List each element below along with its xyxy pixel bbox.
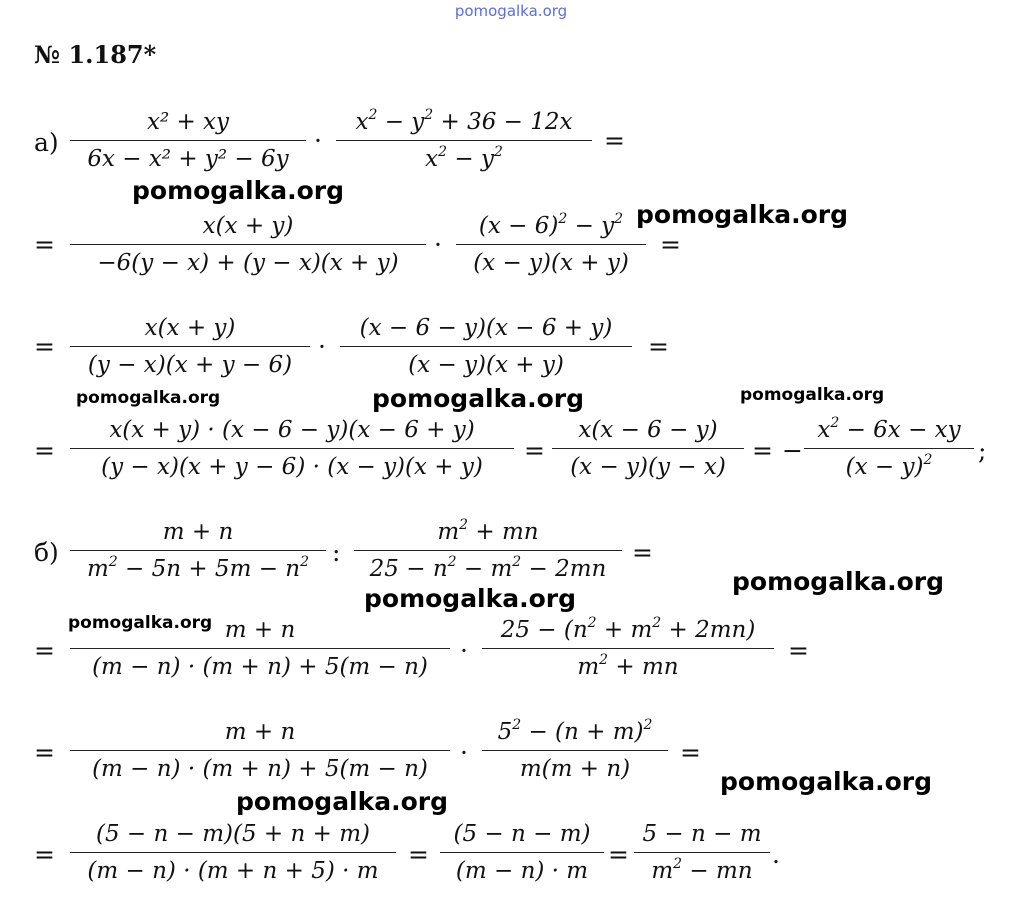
b-line4-fraction-2 — [440, 816, 604, 889]
multiply-sign: · — [460, 636, 468, 665]
denominator: (m − n) · (m + n + 5) · m — [87, 858, 379, 884]
equals-sign: = — [608, 840, 629, 869]
a-line4-fraction-1 — [70, 412, 514, 485]
denominator: $25 - n^2 - m^2 - 2mn$ — [369, 554, 607, 582]
b-line2-fraction-2 — [482, 612, 774, 685]
watermark: pomogalka.org — [720, 767, 933, 796]
equals-sign: = — [34, 636, 55, 665]
equals-sign: = — [752, 436, 773, 465]
watermark: pomogalka.org — [236, 787, 449, 816]
a-line2-fraction-1 — [70, 208, 426, 281]
denominator: m(m + n) — [519, 756, 631, 782]
semicolon: ; — [978, 436, 987, 465]
numerator: (5 − n − m) — [453, 821, 591, 847]
b-line3-fraction-1 — [70, 714, 450, 787]
period: . — [772, 840, 780, 869]
a-line1-fraction-2 — [336, 104, 592, 177]
numerator: x(x + y) — [202, 213, 294, 239]
watermark: pomogalka.org — [740, 385, 885, 405]
watermark: pomogalka.org — [76, 388, 221, 408]
a-line4-fraction-2 — [552, 412, 744, 485]
equals-sign: = — [34, 436, 55, 465]
equals-sign: = — [632, 538, 653, 567]
equals-sign: = — [648, 332, 669, 361]
denominator: 6x − x² + y² − 6y — [87, 146, 289, 172]
equals-sign: = — [34, 230, 55, 259]
watermark: pomogalka.org — [732, 567, 945, 596]
a-line3-fraction-1 — [70, 310, 310, 383]
site-header-link[interactable]: pomogalka.org — [454, 2, 568, 20]
numerator: $(x - 6)^2 - y^2$ — [478, 211, 624, 239]
b-line3-fraction-2 — [482, 714, 668, 787]
numerator: m + n — [224, 617, 296, 643]
b-line1-fraction-1 — [70, 514, 326, 587]
equals-sign: = — [34, 840, 55, 869]
divide-sign: : — [332, 538, 341, 567]
numerator: x(x − 6 − y) — [578, 417, 718, 443]
b-line1-fraction-2 — [354, 514, 622, 587]
part-a-label: а) — [34, 128, 59, 157]
numerator: $5^2 - (n + m)^2$ — [497, 717, 653, 745]
watermark: pomogalka.org — [132, 176, 345, 205]
denominator: (m − n) · m — [455, 858, 589, 884]
numerator: x(x + y) — [144, 315, 236, 341]
a-line3-fraction-2 — [340, 310, 632, 383]
numerator: m + n — [224, 719, 296, 745]
denominator: $(x - y)^2$ — [845, 452, 933, 480]
task-number: № 1.187* — [34, 40, 157, 69]
minus-sign: − — [782, 436, 803, 465]
denominator: $m^2 - 5n + 5m - n^2$ — [86, 554, 310, 582]
equals-sign: = — [34, 332, 55, 361]
denominator: (x − y)(x + y) — [473, 250, 629, 276]
numerator: (5 − n − m)(5 + n + m) — [96, 821, 370, 847]
numerator: x² + xy — [146, 109, 230, 135]
multiply-sign: · — [314, 126, 322, 155]
multiply-sign: · — [460, 738, 468, 767]
denominator: (m − n) · (m + n) + 5(m − n) — [92, 756, 428, 782]
equals-sign: = — [34, 738, 55, 767]
denominator: (m − n) · (m + n) + 5(m − n) — [92, 654, 428, 680]
denominator: (x − y)(x + y) — [408, 352, 564, 378]
numerator: $25 - (n^2 + m^2 + 2mn)$ — [500, 615, 756, 643]
watermark: pomogalka.org — [364, 584, 577, 613]
numerator: $m^2$ + mn — [437, 517, 539, 545]
equals-sign: = — [680, 738, 701, 767]
a-line4-fraction-3 — [804, 412, 974, 485]
watermark: pomogalka.org — [68, 613, 213, 633]
equals-sign: = — [660, 230, 681, 259]
denominator: $x^2 - y^2$ — [425, 144, 503, 172]
denominator: $m^2$ − mn — [651, 856, 753, 884]
b-line4-fraction-3 — [634, 816, 770, 889]
numerator: 5 − n − m — [642, 821, 762, 847]
a-line1-fraction-1 — [70, 104, 306, 177]
equals-sign: = — [604, 126, 625, 155]
multiply-sign: · — [318, 332, 326, 361]
a-line2-fraction-2 — [456, 208, 646, 281]
equals-sign: = — [524, 436, 545, 465]
multiply-sign: · — [434, 230, 442, 259]
numerator: m + n — [162, 519, 234, 545]
denominator: (x − y)(y − x) — [570, 454, 726, 480]
watermark: pomogalka.org — [372, 384, 585, 413]
equals-sign: = — [408, 840, 429, 869]
denominator: (y − x)(x + y − 6) — [87, 352, 293, 378]
numerator: (x − 6 − y)(x − 6 + y) — [359, 315, 613, 341]
numerator: $x^2 - 6x$ − xy — [817, 415, 961, 443]
equals-sign: = — [788, 636, 809, 665]
part-b-label: б) — [34, 538, 59, 567]
numerator: $x^2 - y^2 + 36 - 12x$ — [355, 107, 573, 135]
b-line4-fraction-1 — [70, 816, 396, 889]
denominator: $m^2$ + mn — [577, 652, 679, 680]
numerator: x(x + y) · (x − 6 − y)(x − 6 + y) — [109, 417, 475, 443]
denominator: −6(y − x) + (y − x)(x + y) — [97, 250, 399, 276]
denominator: (y − x)(x + y − 6) · (x − y)(x + y) — [101, 454, 483, 480]
watermark: pomogalka.org — [636, 200, 849, 229]
